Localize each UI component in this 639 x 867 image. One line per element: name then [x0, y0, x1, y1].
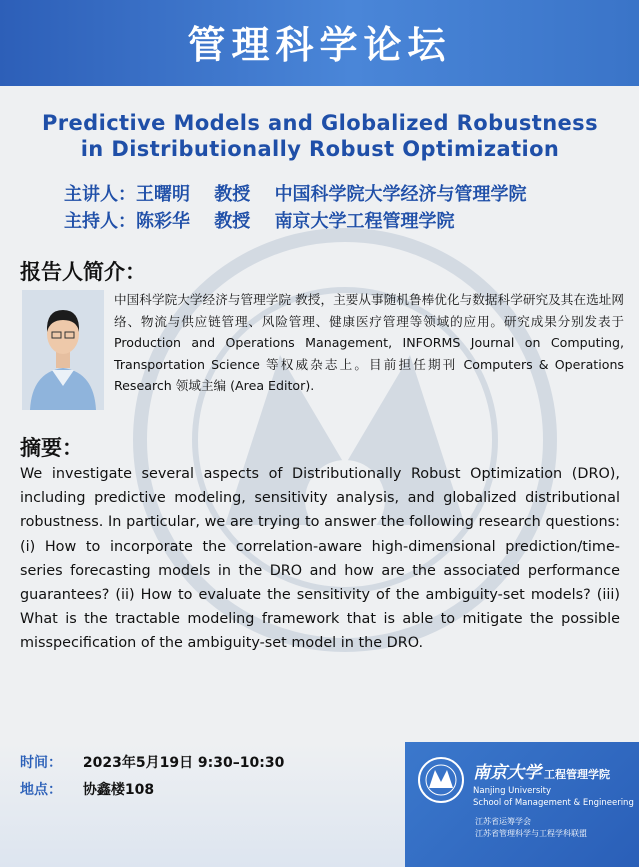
forum-title: 管理科学论坛	[187, 22, 452, 67]
abstract-text: We investigate several aspects of Distributionally Robust Optimization (DRO), including predictive modeling, sensitivity analysis, and globalized distributional robustness. In particular, we are trying to answer the following research questions: (i) How to incorporate the correlation-aware high-dimensional prediction/time-series forecasting models in the DRO and how are the associated performance guarantees? (ii) How to evaluate the sensitivity of the ambiguity-set models? (iii) What is the tractable modeling framework that is able to mitigate the possible misspecification of the ambiguity-set model in the DRO.	[20, 466, 620, 652]
talk-title	[20, 110, 620, 162]
bio-heading: 报告人简介：	[20, 260, 146, 284]
host-affiliation: 南京大学工程管理学院	[274, 211, 455, 232]
place-label: 地点：	[20, 782, 62, 798]
speaker-photo	[22, 290, 104, 410]
host-line	[64, 207, 473, 233]
place-value: 协鑫楼108	[82, 782, 155, 798]
speaker-name: 主讲人：王曙明	[64, 184, 190, 205]
event-time-row	[20, 752, 284, 772]
speaker-affiliation: 中国科学院大学经济与管理学院	[274, 184, 527, 205]
talk-title-line-2: in Distributionally Robust Optimization	[80, 137, 560, 161]
speaker-title: 教授	[214, 184, 251, 205]
header-banner	[0, 0, 639, 86]
abstract-heading: 摘要：	[20, 436, 83, 460]
host-title: 教授	[214, 211, 251, 232]
event-place-row	[20, 779, 154, 799]
university-emblem-icon	[417, 756, 465, 804]
logo-university-en: Nanjing University	[473, 786, 552, 796]
talk-title-line-1: Predictive Models and Globalized Robustness	[41, 111, 598, 135]
co-organizer-2: 江苏省管理科学与工程学科联盟	[475, 829, 587, 838]
speaker-bio: 中国科学院大学经济与管理学院 教授，主要从事随机鲁棒优化与数据科学研究及其在选址网络、物流与供应链管理、风险管理、健康医疗管理等领域的应用。研究成果分别发表于 Production and Operations Management, INFORMS Journal on Computing, Transportation Science 等权威杂志上。目前担任期刊 Computers & Operations Research 领域主编 (Area Editor).	[114, 292, 624, 393]
time-value: 2023年5月19日 9:30–10:30	[82, 755, 285, 771]
logo-school-cn: 工程管理学院	[544, 768, 610, 781]
time-label: 时间：	[20, 755, 62, 771]
speaker-line	[64, 180, 545, 206]
organizer-logo-panel	[405, 742, 639, 867]
host-name: 主持人：陈彩华	[64, 211, 190, 232]
logo-university-cn: 南京大学	[473, 763, 541, 783]
logo-name-cn	[473, 758, 610, 783]
logo-school-en: School of Management & Engineering	[473, 798, 634, 808]
co-organizer-1: 江苏省运筹学会	[475, 817, 531, 826]
